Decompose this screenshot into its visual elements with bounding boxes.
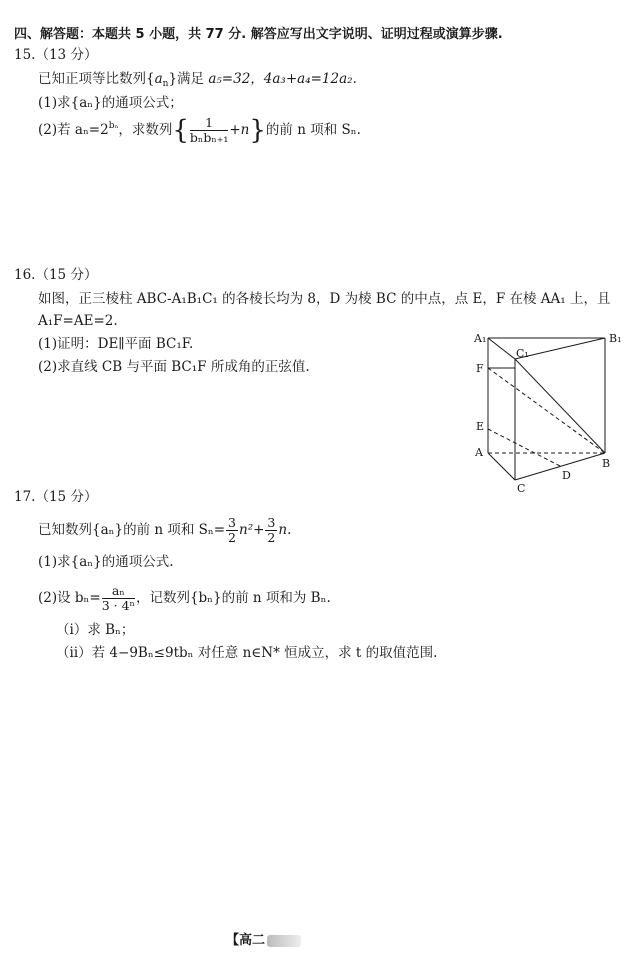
edge-A1C1 [488, 338, 515, 359]
q15-part2-post: 的前 n 项和 Sₙ. [265, 122, 361, 138]
q17-frac2 [265, 516, 277, 545]
q17-part2 [38, 584, 331, 613]
q17-frac2-num: 3 [267, 515, 276, 530]
q16-part1: (1)证明：DE∥平面 BC₁F. [38, 336, 194, 352]
segment-BC1 [515, 359, 605, 453]
q15-part2-pre: (2)若 aₙ=2 [38, 122, 109, 138]
q15-stem-a: a [154, 71, 163, 87]
edge-AC [488, 453, 515, 480]
q17-stem [38, 516, 291, 545]
q16-stem-line1: 如图，正三棱柱 ABC-A₁B₁C₁ 的各棱长均为 8，D 为棱 BC 的中点，点 E，F 在棱 AA₁ 上，且 [38, 291, 611, 307]
q15-part2-plus: +n [229, 122, 250, 138]
q17-end: n. [278, 522, 292, 538]
label-C1: C₁ [516, 347, 529, 360]
q17-part1: (1)求{aₙ}的通项公式. [38, 554, 174, 570]
label-E: E [476, 420, 485, 433]
q15-frac-num: 1 [190, 116, 228, 131]
label-B: B [602, 457, 611, 470]
q15-fraction [190, 116, 228, 145]
q17-mid: n²+ [239, 522, 265, 538]
q17-part2-frac [102, 584, 135, 613]
q15-stem-sub: n [162, 79, 169, 89]
right-brace: } [249, 115, 266, 146]
segment-FB-hidden [488, 368, 605, 453]
q15-stem-pre: 已知正项等比数列{ [38, 71, 155, 87]
segment-ED-hidden [488, 429, 560, 466]
q16-number: 16.（15 分） [14, 267, 98, 283]
q15-part1: (1)求{aₙ}的通项公式； [38, 95, 183, 111]
q17-part2-den: 3 · 4ⁿ [101, 598, 135, 613]
q17-frac1 [226, 516, 238, 545]
q16-part2: (2)求直线 CB 与平面 BC₁F 所成角的正弦值. [38, 359, 310, 375]
q17-number: 17.（15 分） [14, 489, 98, 505]
q17-part2-num: aₙ [102, 584, 135, 599]
q15-stem-mid: }满足 [168, 71, 209, 87]
q16-stem-line2: A₁F=AE=2. [38, 313, 118, 329]
q17-sub2: （ⅱ）若 4−9Bₙ≤9tbₙ 对任意 n∈N* 恒成立，求 t 的取值范围. [56, 645, 438, 661]
footer-text: 【高二 [226, 933, 266, 948]
label-A: A [475, 446, 483, 459]
footer-blur [267, 935, 301, 947]
q15-number: 15.（13 分） [14, 47, 98, 63]
q17-part2-pre: (2)设 bₙ= [38, 590, 101, 606]
q17-stem-pre: 已知数列{aₙ}的前 n 项和 Sₙ= [38, 522, 226, 538]
edge-BC [515, 453, 605, 480]
label-B1: B₁ [609, 332, 622, 345]
prism-figure [470, 332, 630, 492]
q17-frac1-den: 2 [228, 530, 236, 545]
q15-part2-mid: ，求数列 [118, 122, 173, 138]
q15-part2 [38, 116, 361, 145]
q17-part2-post: ，记数列{bₙ}的前 n 项和为 Bₙ. [135, 590, 331, 606]
page-footer [226, 929, 301, 948]
label-A1: A₁ [474, 332, 487, 345]
label-C: C [517, 482, 526, 492]
label-D: D [562, 469, 571, 482]
q15-part2-sup: bₙ [108, 121, 119, 131]
label-F: F [476, 362, 484, 375]
q15-frac-den: bₙbₙ₊₁ [189, 130, 229, 145]
left-brace: { [172, 115, 189, 146]
q17-frac2-den: 2 [267, 530, 276, 545]
section-header: 四、解答题：本题共 5 小题，共 77 分. 解答应写出文字说明、证明过程或演算步骤. [14, 27, 503, 42]
q17-frac1-num: 3 [228, 515, 236, 530]
q17-sub1: （ⅰ）求 Bₙ； [56, 622, 135, 638]
q15-stem [38, 70, 357, 88]
q15-condition: a₅=32，4a₃+a₄=12a₂. [208, 71, 357, 87]
